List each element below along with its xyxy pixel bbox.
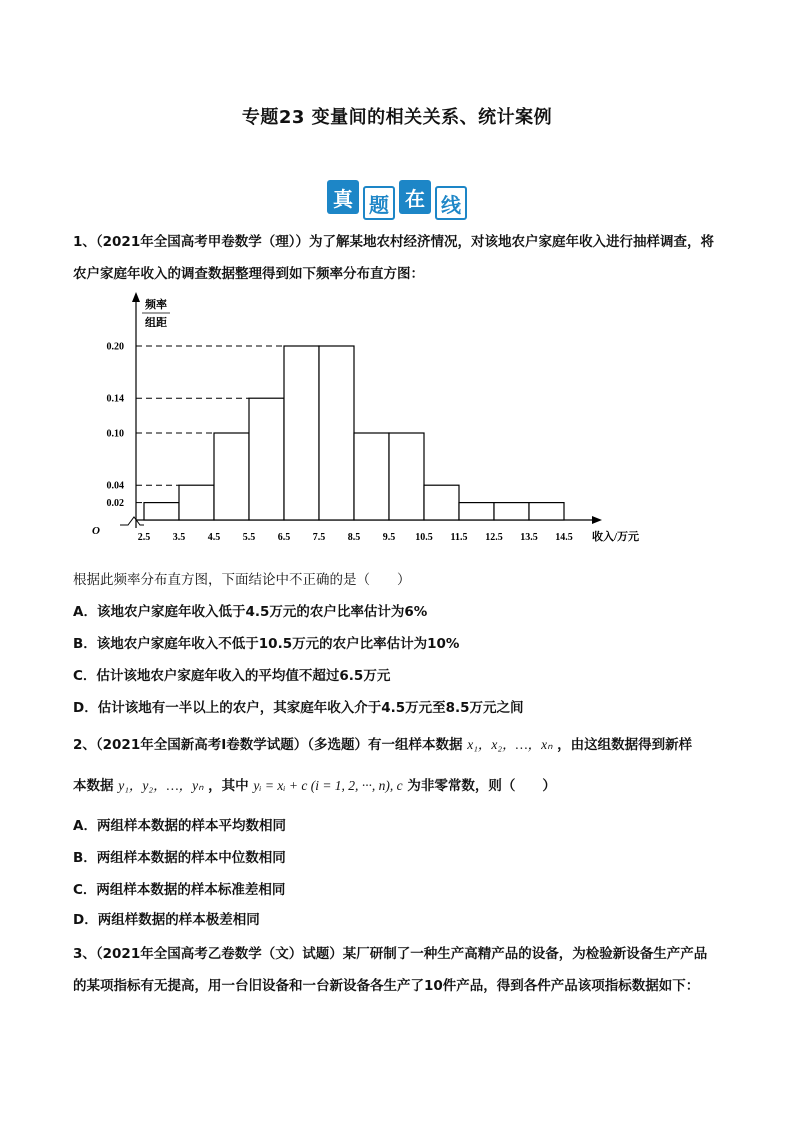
y-axis-label-bottom: 组距 [145,317,167,329]
x-axis-label: 收入/万元 [592,531,640,543]
origin-label: O [92,525,100,537]
histogram-bar-11.5-12.5 [459,503,494,520]
q3-line1: 3、（2021年全国高考乙卷数学（文）试题）某厂研制了一种生产高精产品的设备，为检验新设备生产产品 [73,946,708,962]
histogram-bar-8.5-9.5 [354,433,389,520]
q2-line1-prefix: 2、（2021年全国新高考Ⅰ卷数学试题）（多选题）有一组样本数据 [73,737,463,753]
x-tick-label-2.5: 2.5 [137,532,151,543]
q2-line1 [73,733,692,753]
histogram-bar-5.5-6.5 [249,398,284,520]
histogram-chart [70,290,650,550]
x-axis-arrow [592,516,602,524]
histogram-bar-7.5-8.5 [319,346,354,520]
q2-line2-mid: ，其中 [208,778,249,794]
q1-option-c: C．估计该地农户家庭年收入的平均值不超过6.5万元 [73,668,391,684]
histogram-bar-9.5-10.5 [389,433,424,520]
q1-option-a: A．该地农户家庭年收入低于4.5万元的农户比率估计为6% [73,604,428,620]
histogram-bar-3.5-4.5 [179,485,214,520]
axis-break [120,517,144,525]
q3-line2: 的某项指标有无提高，用一台旧设备和一台新设备各生产了10件产品，得到各件产品该项指标数据如下： [73,978,700,994]
histogram-bar-12.5-13.5 [494,503,529,520]
y-tick-label-0.20: 0.20 [106,341,124,353]
badge-char-2: 题 [363,186,395,220]
x-tick-label-11.5: 11.5 [450,532,468,543]
y-tick-label-0.02: 0.02 [106,498,124,510]
x-tick-label-7.5: 7.5 [312,532,326,543]
y-tick-label-0.10: 0.10 [106,428,124,440]
page-title: 专题23 变量间的相关关系、统计案例 [241,107,553,128]
q2-option-a: A．两组样本数据的样本平均数相同 [73,818,286,834]
x-tick-label-10.5: 10.5 [415,532,433,543]
histogram-bar-2.5-3.5 [144,503,179,520]
q1-option-b: B．该地农户家庭年收入不低于10.5万元的农户比率估计为10% [73,636,460,652]
y-tick-label-0.04: 0.04 [106,480,124,492]
badge-char-3: 在 [399,180,431,214]
histogram-bar-13.5-14.5 [529,503,564,520]
q1-option-d: D．估计该地有一半以上的农户，其家庭年收入介于4.5万元至8.5万元之间 [73,700,524,716]
q2-option-d: D．两组样数据的样本极差相同 [73,912,260,928]
q2-line1-suffix: ，由这组数据得到新样 [557,737,693,753]
section-badge [327,180,469,218]
x-tick-label-5.5: 5.5 [242,532,256,543]
q2-option-c: C．两组样本数据的样本标准差相同 [73,882,286,898]
x-tick-label-9.5: 9.5 [382,532,396,543]
q1-intro-line2: 农户家庭年收入的调查数据整理得到如下频率分布直方图： [73,266,424,282]
x-tick-label-12.5: 12.5 [485,532,503,543]
q2-line2-suffix: 为非零常数，则（ ） [407,778,556,794]
histogram-bar-4.5-5.5 [214,433,249,520]
x-tick-label-13.5: 13.5 [520,532,538,543]
badge-char-1: 真 [327,180,359,214]
x-tick-label-8.5: 8.5 [347,532,361,543]
x-tick-label-14.5: 14.5 [555,532,573,543]
q2-formula: yᵢ = xᵢ + c (i = 1, 2, ···, n), c [253,778,403,793]
q1-intro-line1: 1、（2021年全国高考甲卷数学（理））为了解某地农村经济情况，对该地农户家庭年收入进行抽样调查，将 [73,234,714,250]
q1-question: 根据此频率分布直方图，下面结论中不正确的是（ ） [73,572,411,588]
q2-line2 [73,774,556,794]
histogram-bar-6.5-7.5 [284,346,319,520]
x-tick-label-4.5: 4.5 [207,532,221,543]
x-tick-label-3.5: 3.5 [172,532,186,543]
q2-sample-vars: x₁，x₂，…，xₙ [467,737,553,752]
histogram-bar-10.5-11.5 [424,485,459,520]
q2-option-b: B．两组样本数据的样本中位数相同 [73,850,286,866]
y-axis-label-top: 频率 [145,299,167,311]
q2-new-sample-vars: y₁，y₂，…，yₙ [118,778,204,793]
q2-line2-prefix: 本数据 [73,778,114,794]
badge-char-4: 线 [435,186,467,220]
y-tick-label-0.14: 0.14 [106,393,124,405]
y-axis-arrow [132,292,140,302]
x-tick-label-6.5: 6.5 [277,532,291,543]
